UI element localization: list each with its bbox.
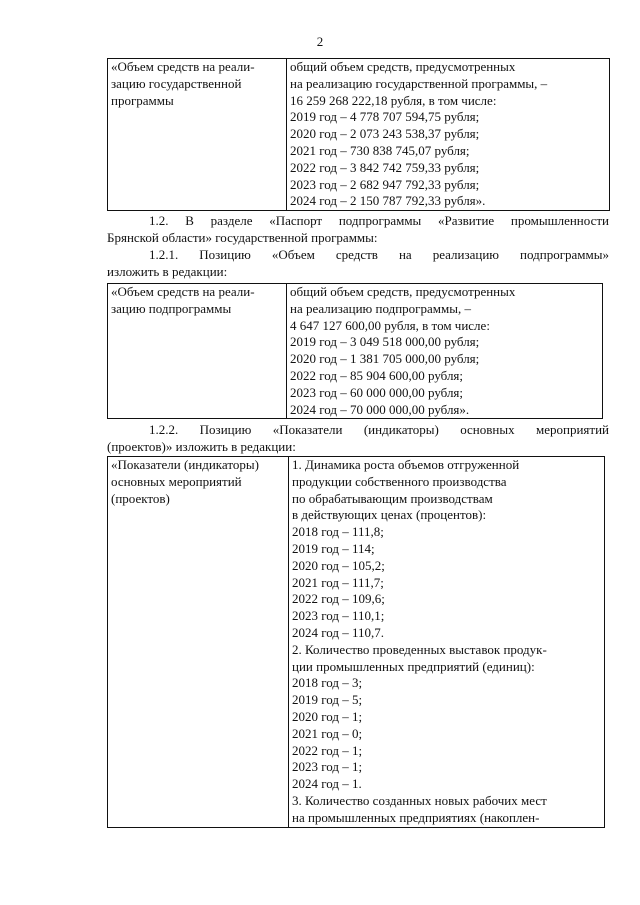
paragraph-line: изложить в редакции: xyxy=(107,263,228,279)
table-cell-label xyxy=(108,457,289,828)
paragraph-line: 1.2. В разделе «Паспорт подпрограммы «Развитие промышленности xyxy=(149,213,609,228)
table-program-funding xyxy=(107,58,610,211)
cell-line: 2024 год – 1. xyxy=(292,776,362,792)
cell-line: 2022 год – 3 842 742 759,33 рубля; xyxy=(290,159,480,175)
cell-line: на реализацию подпрограммы, – xyxy=(290,300,471,316)
cell-line: ции промышленных предприятий (единиц): xyxy=(292,658,535,674)
cell-line: 2023 год – 60 000 000,00 рубля; xyxy=(290,384,464,400)
paragraph-1-2-2 xyxy=(107,422,609,456)
cell-line: (проектов) xyxy=(111,490,170,506)
page-number: 2 xyxy=(316,34,324,49)
cell-line: 3. Количество созданных новых рабочих мест xyxy=(292,792,547,808)
cell-line: 2020 год – 1 381 705 000,00 рубля; xyxy=(290,351,480,367)
table-row xyxy=(108,59,610,211)
cell-line: 2022 год – 85 904 600,00 рубля; xyxy=(290,367,464,383)
cell-line: 2019 год – 4 778 707 594,75 рубля; xyxy=(290,109,480,125)
table-cell-value xyxy=(287,284,603,419)
cell-line: 2018 год – 3; xyxy=(292,675,363,691)
cell-line: 2020 год – 105,2; xyxy=(292,557,385,573)
cell-line: 2019 год – 3 049 518 000,00 рубля; xyxy=(290,334,480,350)
paragraph-line: Брянской области» государственной программы: xyxy=(107,229,378,245)
cell-line: 2020 год – 2 073 243 538,37 рубля; xyxy=(290,126,480,142)
cell-line: «Объем средств на реали- xyxy=(111,59,255,74)
cell-line: 2. Количество проведенных выставок продук- xyxy=(292,641,547,657)
cell-line: 2021 год – 730 838 745,07 рубля; xyxy=(290,142,470,158)
paragraph-1-2-1 xyxy=(107,247,609,281)
cell-line: 2022 год – 1; xyxy=(292,742,363,758)
cell-line: общий объем средств, предусмотренных xyxy=(290,284,516,299)
paragraph-line: 1.2.2. Позицию «Показатели (индикаторы) основных мероприятий xyxy=(149,422,609,437)
cell-line: в действующих ценах (процентов): xyxy=(292,507,487,523)
table-subprogram-funding xyxy=(107,283,603,419)
table-row xyxy=(108,284,603,419)
cell-line: 2024 год – 2 150 787 792,33 рубля». xyxy=(290,193,486,209)
cell-line: 2019 год – 114; xyxy=(292,540,375,556)
cell-line: 2018 год – 111,8; xyxy=(292,524,384,540)
cell-line: на промышленных предприятиях (накоплен- xyxy=(292,809,540,825)
cell-line: 2021 год – 111,7; xyxy=(292,574,384,590)
cell-line: 2024 год – 70 000 000,00 рубля». xyxy=(290,401,470,417)
paragraph-line: (проектов)» изложить в редакции: xyxy=(107,438,296,454)
cell-line: 2024 год – 110,7. xyxy=(292,624,385,640)
cell-line: продукции собственного производства xyxy=(292,473,507,489)
cell-line: 2022 год – 109,6; xyxy=(292,591,385,607)
cell-line: 2023 год – 1; xyxy=(292,759,363,775)
cell-line: «Показатели (индикаторы) xyxy=(111,457,259,472)
cell-line: 2023 год – 2 682 947 792,33 рубля; xyxy=(290,176,480,192)
cell-line: на реализацию государственной программы, – xyxy=(290,75,548,91)
cell-line: зацию подпрограммы xyxy=(111,300,232,316)
cell-line: общий объем средств, предусмотренных xyxy=(290,59,516,74)
table-cell-label xyxy=(108,59,287,211)
table-cell-value xyxy=(289,457,605,828)
cell-line: 2019 год – 5; xyxy=(292,692,363,708)
cell-line: 16 259 268 222,18 рубля, в том числе: xyxy=(290,92,497,108)
cell-line: 2021 год – 0; xyxy=(292,725,363,741)
cell-line: программы xyxy=(111,92,174,108)
paragraph-line: 1.2.1. Позицию «Объем средств на реализацию подпрограммы» xyxy=(149,247,609,262)
cell-line: зацию государственной xyxy=(111,75,242,91)
table-cell-value xyxy=(287,59,610,211)
table-cell-label xyxy=(108,284,287,419)
table-row xyxy=(108,457,605,828)
cell-line: «Объем средств на реали- xyxy=(111,284,255,299)
cell-line: по обрабатывающим производствам xyxy=(292,490,493,506)
cell-line: 1. Динамика роста объемов отгруженной xyxy=(292,457,520,472)
cell-line: 4 647 127 600,00 рубля, в том числе: xyxy=(290,317,490,333)
table-indicators xyxy=(107,456,605,828)
paragraph-1-2 xyxy=(107,213,609,247)
cell-line: 2020 год – 1; xyxy=(292,708,363,724)
cell-line: 2023 год – 110,1; xyxy=(292,608,385,624)
cell-line: основных мероприятий xyxy=(111,473,242,489)
